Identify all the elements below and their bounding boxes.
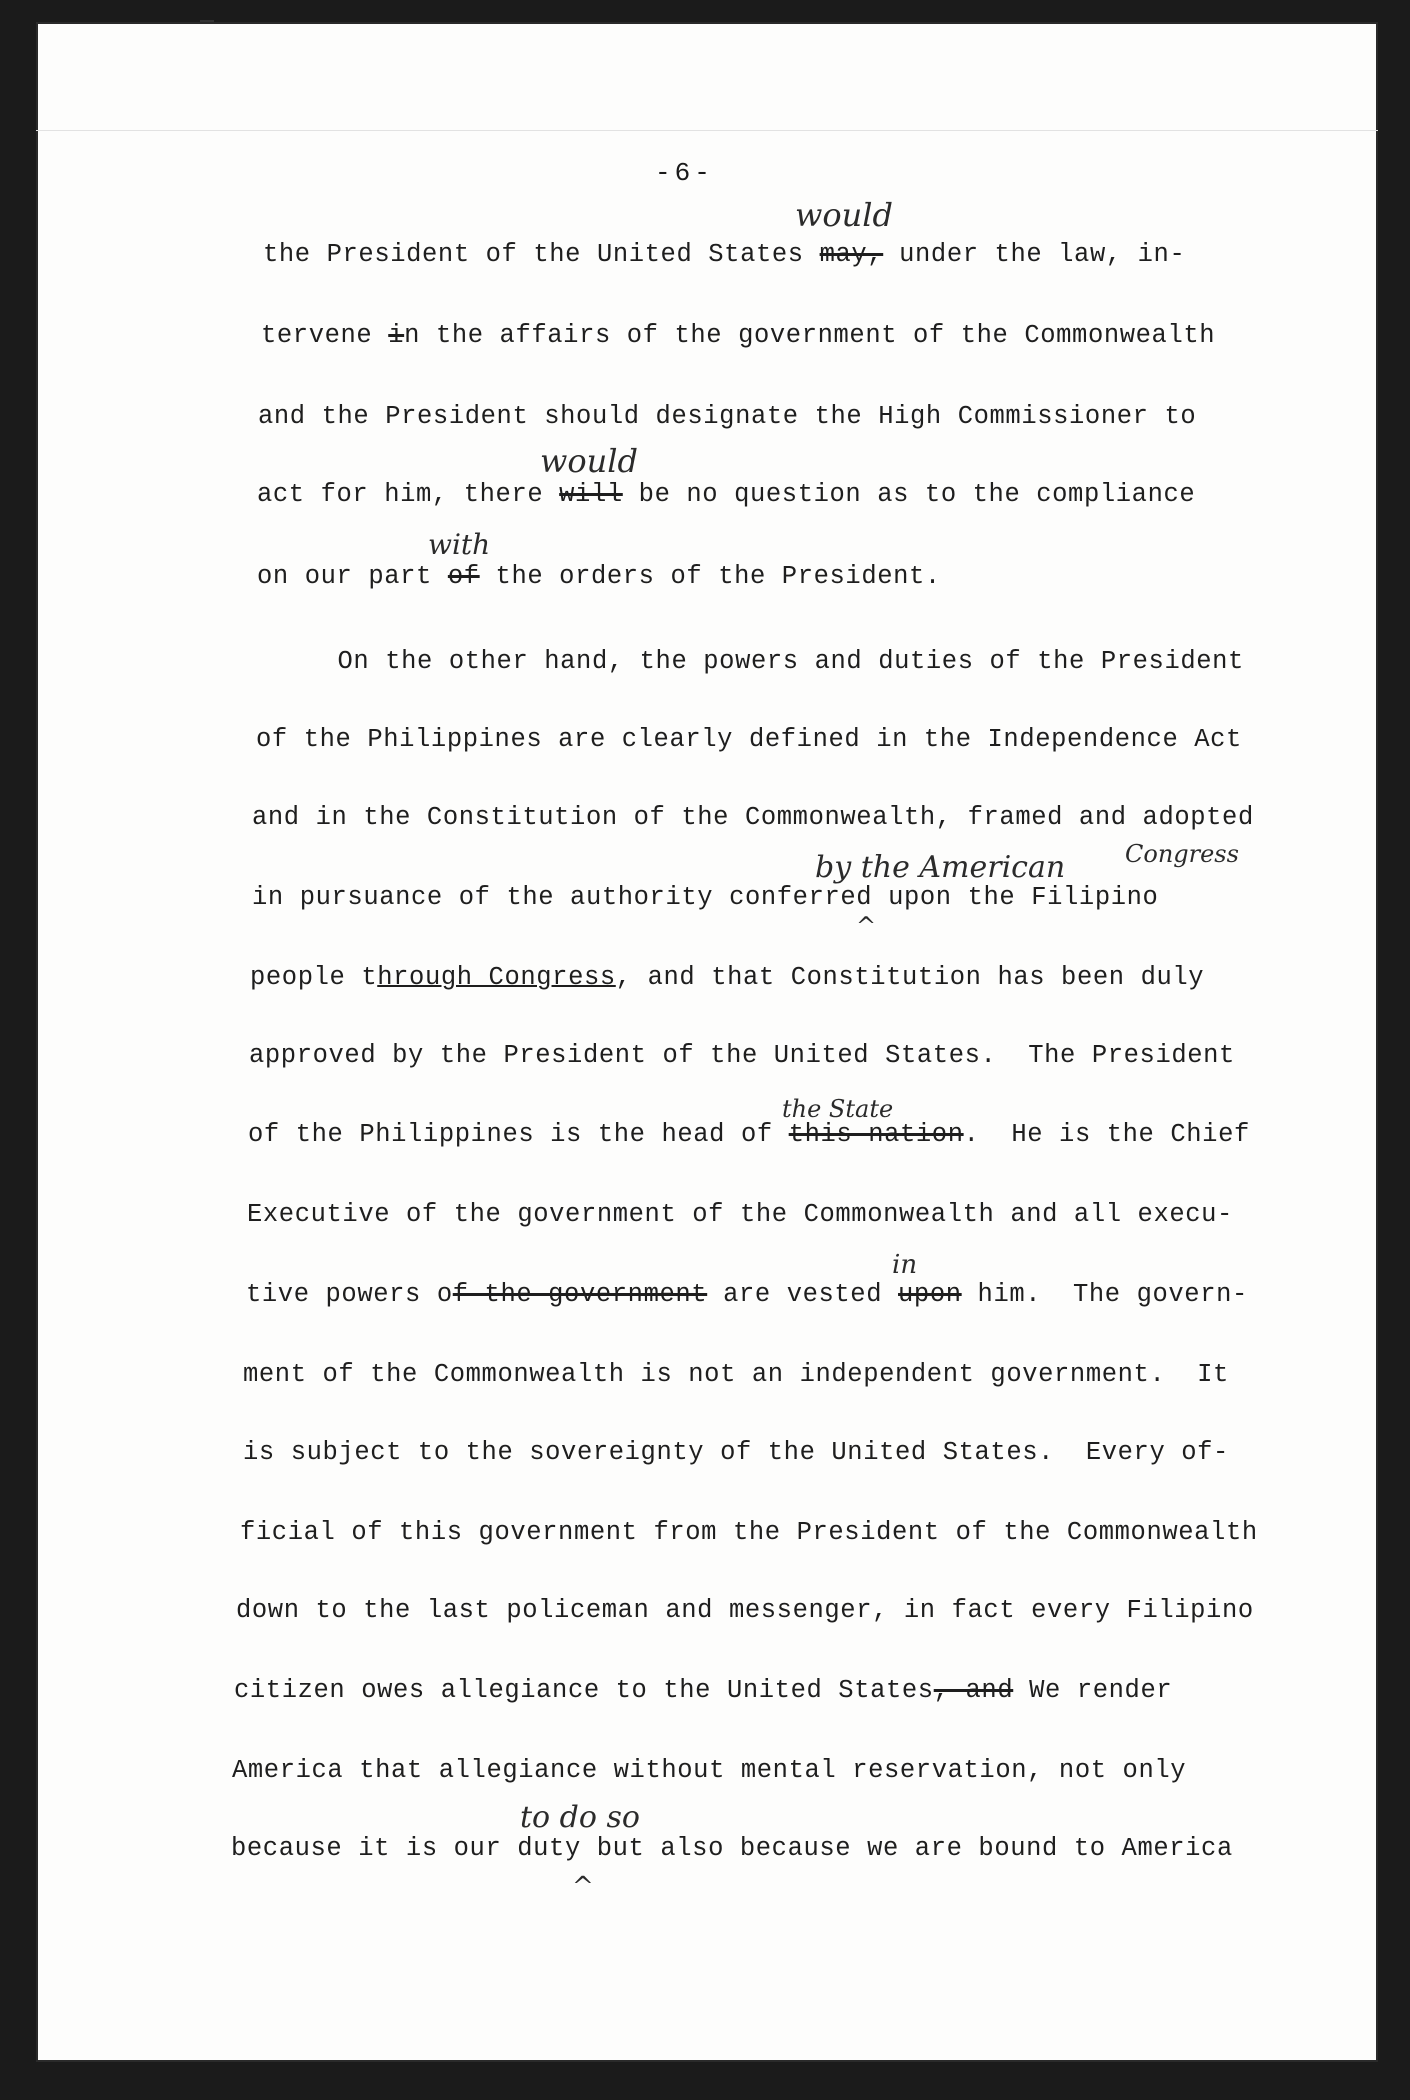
text-line: On the other hand, the powers and duties of the President [258,647,1244,676]
handwritten-note: to do so [520,1800,640,1835]
handwritten-note: would [540,442,638,480]
text-line: citizen owes allegiance to the United States, and We render [234,1676,1173,1705]
text-line: approved by the President of the United States. The President [249,1041,1235,1070]
text-line: on our part of the orders of the President. [257,562,941,591]
handwritten-note: by the American [815,850,1066,885]
text-line: people through Congress, and that Constitution has been duly [250,963,1205,992]
text-line: tervene in the affairs of the government of the Commonwealth [261,321,1216,350]
text-line: tive powers of the government are vested upon him. The govern- [246,1280,1248,1309]
handwritten-note: in [892,1250,918,1280]
text-line: because it is our duty but also because we are bound to America [231,1834,1233,1863]
handwritten-note: the State [782,1095,894,1123]
text-line: Executive of the government of the Commonwealth and all execu- [247,1200,1233,1229]
text-line: of the Philippines are clearly defined in the Independence Act [256,725,1242,754]
handwritten-note: would [795,196,893,234]
text-line: in pursuance of the authority conferred upon the Filipino [252,883,1159,912]
text-line: act for him, there will be no question as to the compliance [257,480,1196,509]
caret-mark: ^ [856,912,877,940]
handwritten-note: with [428,528,491,561]
text-line: is subject to the sovereignty of the United States. Every of- [243,1438,1229,1467]
text-line: ment of the Commonwealth is not an independent government. It [243,1360,1229,1389]
handwritten-note: Congress [1125,840,1239,868]
page-number: -6- [655,158,714,188]
fold-line [36,130,1378,131]
text-line: and the President should designate the High Commissioner to [258,402,1197,431]
text-line: down to the last policeman and messenger, in fact every Filipino [236,1596,1254,1625]
text-line: America that allegiance without mental reservation, not only [232,1756,1187,1785]
caret-mark: ^ [572,1872,594,1902]
text-line: and in the Constitution of the Commonwealth, framed and adopted [252,803,1254,832]
scan-mark [200,20,214,28]
text-line: of the Philippines is the head of this nation. He is the Chief [248,1120,1250,1149]
text-line: the President of the United States may, under the law, in- [263,240,1186,269]
text-line: ficial of this government from the President of the Commonwealth [240,1518,1258,1547]
